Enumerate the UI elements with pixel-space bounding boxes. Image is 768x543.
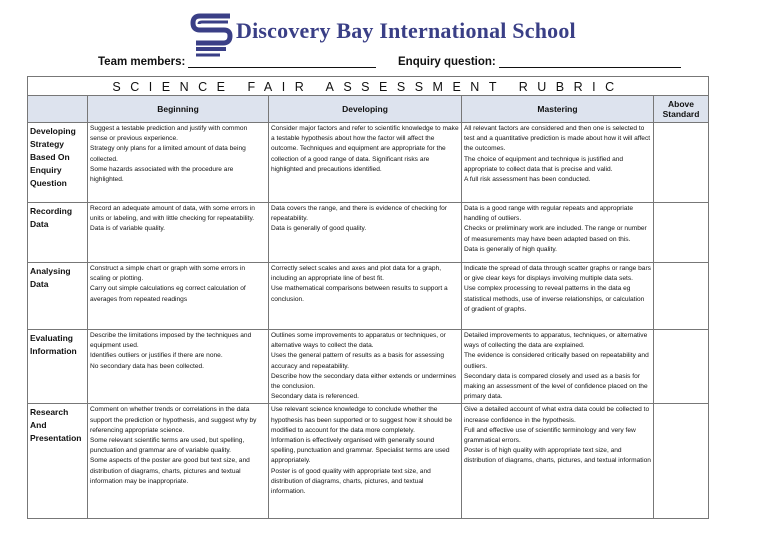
criterion-text: Poster is of high quality with appropriate text size, and distribution of diagrams, charts, pictures, and textual information	[464, 447, 651, 465]
cell-above-standard[interactable]	[654, 263, 709, 330]
criterion-text: Identifies outliers or justifies if there are none.	[90, 352, 223, 360]
criterion-text: Poster is of good quality with appropriate text size, and distribution of diagrams, charts, pictures, and textual information.	[271, 467, 431, 496]
criterion-text: A full risk assessment has been conducted.	[464, 176, 591, 184]
header-blank	[28, 96, 88, 123]
criterion-text: The evidence is considered critically based on repeatability and outliers.	[464, 352, 649, 370]
criterion-text: No secondary data has been collected.	[90, 362, 204, 370]
criterion-text: Data is generally of high quality.	[464, 245, 557, 253]
row-category: Developing Strategy Based On Enquiry Question	[28, 123, 88, 203]
school-logo	[190, 12, 234, 58]
cell-developing	[269, 330, 462, 404]
rubric-row-developing-strategy	[28, 123, 709, 203]
criterion-text: Use relevant science knowledge to conclude whether the hypothesis has been supported or to suggest how it should be modified to account for the data more completely.	[271, 406, 453, 434]
criterion-text: Describe the limitations imposed by the techniques and equipment used.	[90, 332, 252, 350]
cell-developing	[269, 123, 462, 203]
cell-above-standard[interactable]	[654, 404, 709, 519]
team-members-line[interactable]	[188, 56, 376, 68]
row-category: Evaluating Information	[28, 330, 88, 404]
criterion-text: Secondary data is compared closely and used as a basis for making an assessment of the level of confidence placed on the primary data.	[464, 372, 648, 401]
criterion-text: Record an adequate amount of data, with some errors in units or labeling, and with little checking for repeatability.	[90, 205, 255, 223]
criterion-text: Information is effectively organised with generally sound spelling, punctuation and grammar. Specialist terms are used appropriately.	[271, 437, 450, 465]
criterion-text: Use complex processing to reveal patterns in the data eg statistical methods, use of inverse relationships, or calculation of gradient of graphs.	[464, 285, 645, 313]
criterion-text: Some relevant scientific terms are used, but spelling, punctuation and grammar are of variable quality.	[90, 437, 245, 455]
row-category: Analysing Data	[28, 263, 88, 330]
cell-mastering	[462, 404, 654, 519]
rubric-header-row	[28, 96, 709, 123]
criterion-text: Strategy only plans for a limited amount of data being collected.	[90, 145, 246, 163]
criterion-text: Checks or preliminary work are included. The range or number of measurements may have been adapted based on this.	[464, 225, 647, 243]
cell-above-standard[interactable]	[654, 330, 709, 404]
criterion-text: Use mathematical comparisons between results to support a conclusion.	[271, 285, 448, 303]
cell-above-standard[interactable]	[654, 123, 709, 203]
cell-beginning	[88, 203, 269, 263]
criterion-text: Carry out simple calculations eg correct calculation of averages from repeated readings	[90, 285, 246, 303]
criterion-text: The choice of equipment and technique is justified and appropriate to collect data that is precise and valid.	[464, 155, 624, 173]
enquiry-question-label: Enquiry question:	[398, 56, 496, 68]
header-mastering: Mastering	[462, 96, 654, 123]
criterion-text: Data is a good range with regular repeats and appropriate handling of outliers.	[464, 205, 633, 223]
school-name: Discovery Bay International School	[236, 18, 576, 43]
criterion-text: Consider major factors and refer to scientific knowledge to make a testable hypothesis about how the factor will affect the outcome. Techniques and equipment are appropriate for the collection of a good range of data. Significant risks are highlighted and precautions identified.	[271, 125, 459, 173]
rubric-row-recording-data	[28, 203, 709, 263]
cell-beginning	[88, 330, 269, 404]
enquiry-question-line[interactable]	[499, 56, 681, 68]
criterion-text: Secondary data is referenced.	[271, 393, 359, 401]
rubric-row-research-presentation	[28, 404, 709, 519]
header-beginning: Beginning	[88, 96, 269, 123]
criterion-text: All relevant factors are considered and then one is selected to test and a quantitative prediction is made about how it will affect the outcomes.	[464, 125, 651, 153]
rubric-row-analysing-data	[28, 263, 709, 330]
cell-above-standard[interactable]	[654, 203, 709, 263]
cell-mastering	[462, 330, 654, 404]
rubric-row-evaluating-information	[28, 330, 709, 404]
criterion-text: Some aspects of the poster are good but text size, and distribution of diagrams, charts, pictures and textual information may be inappropriate.	[90, 457, 250, 485]
criterion-text: Data covers the range, and there is evidence of checking for repeatability.	[271, 205, 447, 223]
cell-beginning	[88, 123, 269, 203]
cell-developing	[269, 404, 462, 519]
cell-beginning	[88, 263, 269, 330]
cell-developing	[269, 203, 462, 263]
cell-beginning	[88, 404, 269, 519]
criterion-text: Detailed improvements to apparatus, techniques, or alternative ways of collecting the data are explained.	[464, 332, 648, 350]
cell-mastering	[462, 123, 654, 203]
criterion-text: Suggest a testable prediction and justify with common sense or previous experience.	[90, 125, 248, 143]
criterion-text: Outlines some improvements to apparatus or techniques, or alternative ways to collect the data.	[271, 332, 446, 350]
team-members-field[interactable]	[98, 56, 376, 68]
rubric-title: SCIENCE FAIR ASSESSMENT RUBRIC	[28, 77, 709, 96]
row-category: Recording Data	[28, 203, 88, 263]
criterion-text: Correctly select scales and axes and plot data for a graph, including an appropriate line of best fit.	[271, 265, 442, 283]
criterion-text: Full and effective use of scientific terminology and very few grammatical errors.	[464, 426, 636, 445]
cell-mastering	[462, 263, 654, 330]
criterion-text: Indicate the spread of data through scatter graphs or range bars or give clear keys for displays involving multiple data sets.	[464, 265, 651, 283]
enquiry-question-field[interactable]	[398, 56, 681, 68]
criterion-text: Construct a simple chart or graph with some errors in scaling or plotting.	[90, 265, 246, 283]
rubric-body	[28, 123, 709, 519]
criterion-text: Give a detailed account of what extra data could be collected to increase confidence in the hypothesis.	[464, 406, 650, 424]
cell-mastering	[462, 203, 654, 263]
criterion-text: Uses the general pattern of results as a basis for assessing accuracy and repeatability.	[271, 352, 444, 370]
header-developing: Developing	[269, 96, 462, 123]
criterion-text: Describe how the secondary data either extends or undermines the conclusion.	[271, 372, 457, 391]
criterion-text: Some hazards associated with the procedure are highlighted.	[90, 165, 234, 184]
header-above-standard: Above Standard	[654, 96, 709, 123]
cell-developing	[269, 263, 462, 330]
criterion-text: Comment on whether trends or correlations in the data support the prediction or hypothesis, and suggest why by referencing appropriate science.	[90, 406, 257, 434]
criterion-text: Data is generally of good quality.	[271, 225, 367, 233]
criterion-text: Data is of variable quality.	[90, 225, 166, 233]
row-category: Research And Presentation	[28, 404, 88, 519]
team-members-label: Team members:	[98, 56, 186, 68]
rubric-table	[27, 76, 709, 519]
